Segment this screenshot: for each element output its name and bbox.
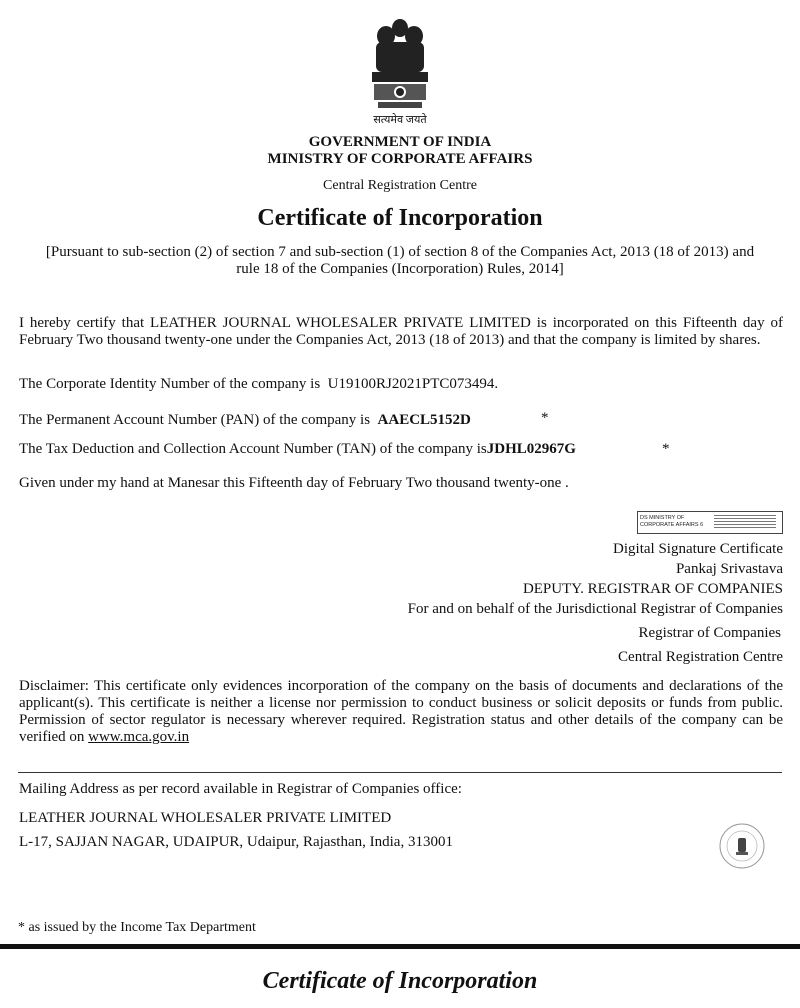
- centre-heading: Central Registration Centre: [323, 178, 477, 193]
- mailing-address: L-17, SAJJAN NAGAR, UDAIPUR, Udaipur, Rajasthan, India, 313001: [19, 834, 453, 850]
- digital-signature-stamp: [637, 511, 783, 534]
- disclaimer: [19, 678, 783, 746]
- tan-asterisk: *: [662, 441, 670, 457]
- mailing-label: Mailing Address as per record available in Registrar of Companies office:: [19, 781, 462, 797]
- national-motto: सत्यमेव जयते: [373, 114, 427, 126]
- signatory-name: Pankaj Srivastava: [675, 561, 783, 577]
- pursuant-line-1: [Pursuant to sub-section (2) of section 7 and sub-section (1) of section 8 of the Companies Act, 2013 (18 of 2013) and: [45, 244, 755, 260]
- on-behalf-line: For and on behalf of the Jurisdictional Registrar of Companies: [407, 601, 783, 617]
- cin-label: The Corporate Identity Number of the company is: [19, 376, 321, 392]
- centre-line: Central Registration Centre: [618, 649, 783, 665]
- bottom-rule: [0, 944, 800, 949]
- tan-value: JDHL02967G: [486, 441, 576, 457]
- caption: Certificate of Incorporation: [262, 968, 538, 994]
- registrar-seal-icon: [718, 822, 766, 870]
- government-heading: GOVERNMENT OF INDIA: [308, 134, 492, 150]
- national-emblem-icon: [362, 14, 438, 116]
- stamp-text-2: CORPORATE AFFAIRS 6: [640, 522, 704, 528]
- divider: [18, 772, 782, 773]
- registrar-line: Registrar of Companies: [638, 625, 781, 641]
- pan-line: [19, 412, 471, 429]
- disclaimer-text: Disclaimer: This certificate only evidences incorporation of the company on the basis of documents and declarations of the applicant(s). This certificate is neither a license nor permission to conduct business or solicit deposits or funds from public. Permission of sector regulator is necessary wherever required. Registration status and other details of the company can be verified on: [19, 678, 783, 745]
- pan-label: The Permanent Account Number (PAN) of the company is: [19, 412, 371, 428]
- ministry-heading: MINISTRY OF CORPORATE AFFAIRS: [267, 151, 533, 167]
- cin-value: U19100RJ2021PTC073494.: [327, 376, 499, 392]
- stamp-text-1: DS MINISTRY OF: [640, 515, 685, 521]
- pan-value: AAECL5152D: [377, 412, 471, 428]
- tan-label: The Tax Deduction and Collection Account Number (TAN) of the company is: [19, 441, 487, 457]
- cin-line: [19, 376, 498, 393]
- page-title: Certificate of Incorporation: [257, 205, 543, 231]
- pan-asterisk: *: [541, 410, 549, 426]
- mailing-company: LEATHER JOURNAL WHOLESALER PRIVATE LIMITED: [19, 810, 392, 826]
- signatory-designation: DEPUTY. REGISTRAR OF COMPANIES: [522, 581, 783, 597]
- tan-line: [19, 441, 576, 458]
- given-line: Given under my hand at Manesar this Fifteenth day of February Two thousand twenty-one .: [19, 475, 569, 491]
- dsc-label: Digital Signature Certificate: [613, 541, 783, 557]
- footnote: * as issued by the Income Tax Department: [18, 920, 256, 935]
- pursuant-line-2: rule 18 of the Companies (Incorporation) Rules, 2014]: [236, 261, 564, 277]
- stamp-details: [714, 515, 776, 529]
- mca-link[interactable]: www.mca.gov.in: [88, 729, 190, 745]
- certification-paragraph: I hereby certify that LEATHER JOURNAL WHOLESALER PRIVATE LIMITED is incorporated on this Fifteenth day of February Two thousand twenty-one under the Companies Act, 2013 (18 of 2013) and that the company is limited by shares.: [19, 315, 783, 348]
